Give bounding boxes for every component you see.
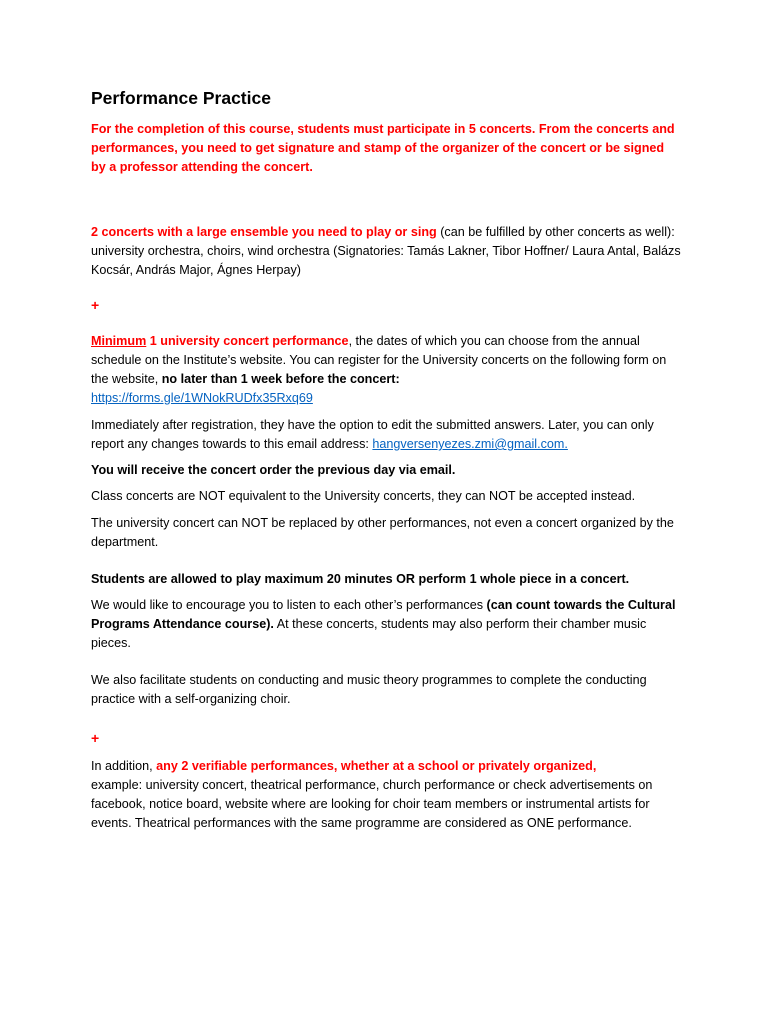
contact-email-link[interactable]: hangversenyezes.zmi@gmail.com. [372,437,568,451]
encourage-text: We would like to encourage you to listen to each other’s performances [91,598,487,612]
large-ensemble-heading: 2 concerts with a large ensemble you need to play or sing [91,225,437,239]
university-concert-heading: 1 university concert performance [146,334,349,348]
additional-lead: In addition, [91,759,157,773]
registration-form-link[interactable]: https://forms.gle/1WNokRUDfx35Rxq69 [91,391,313,405]
additional-performances-paragraph [91,757,681,833]
registration-edit-paragraph [91,416,681,454]
encourage-paragraph [91,596,681,653]
document-body [91,86,681,833]
concert-order-notice: You will receive the concert order the previous day via email. [91,463,456,477]
large-ensemble-paragraph [91,223,681,280]
not-replaced-paragraph: The university concert can NOT be replaced by other performances, not even a concert organized by the department. [91,516,674,549]
university-concert-paragraph [91,332,681,408]
additional-details: example: university concert, theatrical performance, church performance or check advertisements on facebook, notice board, website where are looking for choir team members or instrumental artists for events. Theatrical performances with the same programme are considered as ONE performance. [91,778,653,830]
university-concert-text: , the dates of which you can choose from the annual schedule on the Institute’s website. You can register for the University concerts on the following form on the website, [91,334,667,386]
registration-edit-text: Immediately after registration, they have the option to edit the submitted answers. Later, you can only report any changes towards to this email address: [91,418,654,451]
class-concerts-paragraph: Class concerts are NOT equivalent to the University concerts, they can NOT be accepted instead. [91,489,636,503]
registration-deadline: no later than 1 week before the concert: [161,372,400,386]
minimum-label: Minimum [91,334,147,348]
page-title: Performance Practice [91,88,271,108]
cultural-programs-note: (can count towards the Cultural Programs Attendance course). [91,598,676,631]
conducting-paragraph: We also facilitate students on conducting and music theory programmes to complete the conducting practice with a self-organizing choir. [91,673,647,706]
time-limit-notice: Students are allowed to play maximum 20 minutes OR perform 1 whole piece in a concert. [91,572,630,586]
large-ensemble-text: (can be fulfilled by other concerts as well): university orchestra, choirs, wind orchestra (Signatories: Tamás Lakner, Tibor Hoffner/ Laura Antal, Balázs Kocsár, András Major, Ágnes Herpay) [91,225,681,277]
encourage-rest: At these concerts, students may also perform their chamber music pieces. [91,617,647,650]
additional-requirement: any 2 verifiable performances, whether at a school or privately organized, [156,759,597,773]
intro-paragraph: For the completion of this course, students must participate in 5 concerts. From the concerts and performances, you need to get signature and stamp of the organizer of the concert or be signed by a professor attending the concert. [91,122,675,174]
plus-separator-2: + [91,730,100,746]
plus-separator-1: + [91,297,100,313]
